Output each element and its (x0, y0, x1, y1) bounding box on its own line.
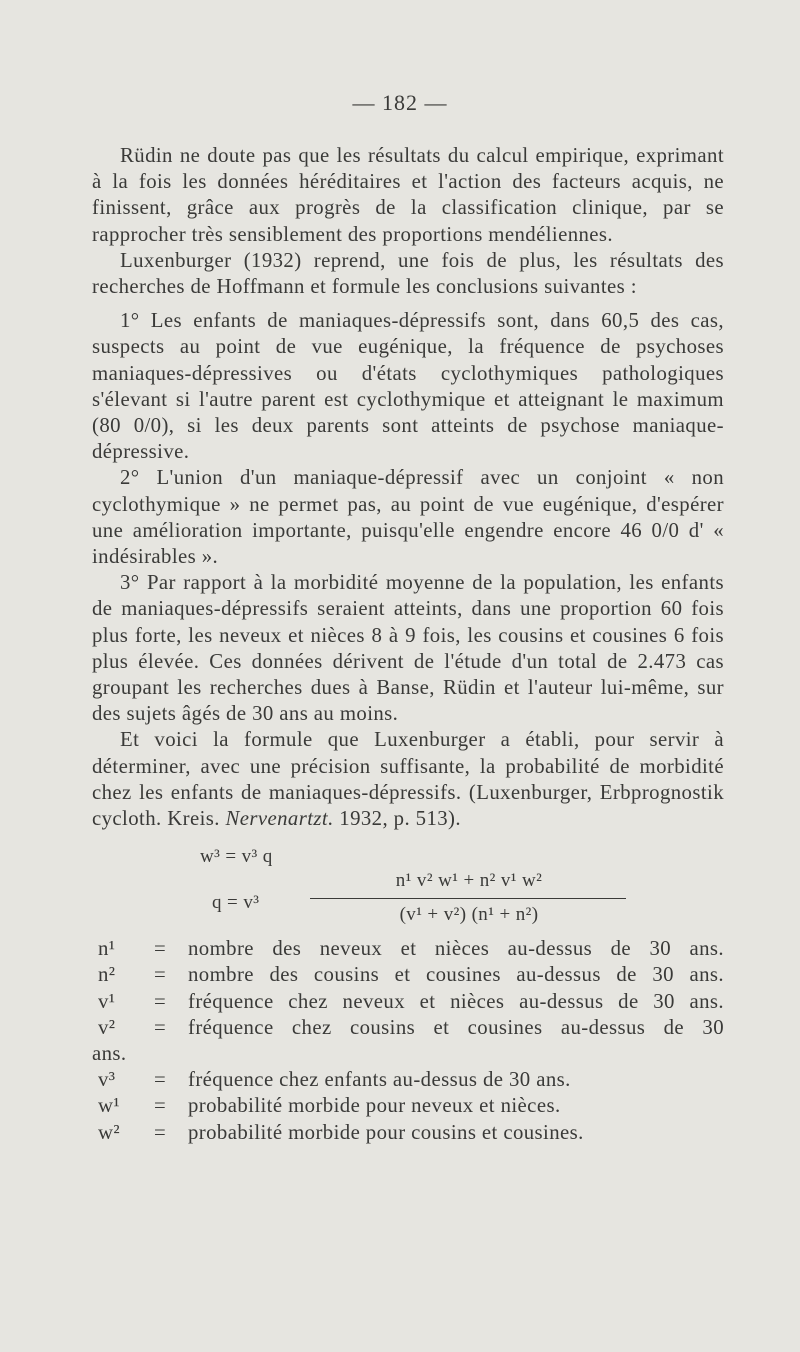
fraction-bar (310, 898, 626, 899)
formula-line-w3: w³ = v³ q (200, 846, 273, 868)
probability-formula (92, 832, 724, 932)
definition-equals: = (154, 937, 167, 961)
definition-text: fréquence chez neveux et nièces au-dessus de 30 ans. (188, 989, 724, 1013)
definition-symbol: w¹ (98, 1094, 121, 1118)
definition-text: fréquence chez cousins et cousines au-dessus de 30 (188, 1015, 724, 1039)
body-text (92, 143, 724, 1146)
formula-q-label: q = v³ (212, 892, 260, 914)
definition-equals: = (154, 1015, 167, 1039)
definition-text: fréquence chez enfants au-dessus de 30 ans. (188, 1068, 571, 1092)
definition-text: nombre des neveux et nièces au-dessus de 30 ans. (188, 937, 724, 961)
formula-intro-citation: 1932, p. 513). (333, 807, 461, 831)
definition-symbol: v¹ (98, 989, 116, 1013)
paragraph-conclusion-2: 2° L'union d'un maniaque-dépressif avec un conjoint « non cyclothymique » ne permet pas, au point de vue eugénique, d'espérer une amélioration importante, puisqu'elle engendre encore 46 0/0 d' « indésirables ». (92, 466, 724, 569)
definition-equals: = (154, 1068, 167, 1092)
definition-equals: = (154, 989, 167, 1013)
definition-n2 (92, 962, 724, 988)
definition-v2 (92, 1015, 724, 1067)
page-number: — 182 — (352, 90, 448, 115)
definition-symbol: w² (98, 1120, 121, 1144)
definition-symbol: v² (98, 1015, 116, 1039)
paragraph-luxenburger: Luxenburger (1932) reprend, une fois de plus, les résultats des recherches de Hoffmann et formule les conclusions suivantes : (92, 248, 724, 299)
definition-v1 (92, 989, 724, 1015)
definition-symbol: n¹ (98, 937, 116, 961)
definition-w1 (92, 1093, 724, 1119)
definition-symbol: v³ (98, 1068, 116, 1092)
paragraph-conclusion-1: 1° Les enfants de maniaques-dépressifs sont, dans 60,5 des cas, suspects au point de vue eugénique, la fréquence de psychoses maniaques-dépressives ou d'états cyclothymiques pathologiques s'élevant si l'autre parent est cyclothymique et atteignant le maximum (80 0/0), si les deux parents sont atteints de psychose maniaque-dépressive. (92, 309, 724, 464)
journal-title: Nervenartzt. (225, 807, 334, 831)
definition-n1 (92, 936, 724, 962)
paragraph-conclusion-3: 3° Par rapport à la morbidité moyenne de la population, les enfants de maniaques-dépressifs seraient atteints, dans une proportion 60 fois plus forte, les neveux et nièces 8 à 9 fois, les cousins et cousines 6 fois plus élevée. Ces données dérivent de l'étude d'un total de 2.473 cas groupant les recherches dues à Banse, Rüdin et l'auteur lui-même, sur des sujets âgés de 30 ans au moins. (92, 571, 724, 726)
definition-continuation: ans. (92, 1042, 127, 1066)
definition-equals: = (154, 1094, 167, 1118)
formula-intro-text: Et voici la formule que Luxenburger a établi, pour servir à déterminer, avec une précision suffisante, la probabilité de morbidité chez les enfants de maniaques-dépressifs. (Luxenburger, Erbprognostik cycloth. Kreis. (92, 728, 724, 831)
variable-definitions (92, 936, 724, 1146)
paragraph-rudin: Rüdin ne doute pas que les résultats du calcul empirique, exprimant à la fois les données héréditaires et l'action des facteurs acquis, ne finissent, grâce aux progrès de la classification clinique, par se rapprocher très sensiblement des proportions mendéliennes. (92, 144, 724, 246)
definition-text: probabilité morbide pour cousins et cousines. (188, 1120, 584, 1144)
paragraph-formula-intro (92, 727, 724, 832)
definition-text: probabilité morbide pour neveux et nièces. (188, 1094, 561, 1118)
definition-text: nombre des cousins et cousines au-dessus de 30 ans. (188, 963, 724, 987)
formula-denominator: (v¹ + v²) (n¹ + n²) (399, 904, 539, 926)
formula-numerator: n¹ v² w¹ + n² v¹ w² (395, 870, 543, 892)
definition-symbol: n² (98, 963, 116, 987)
definition-equals: = (154, 963, 167, 987)
definition-v3 (92, 1067, 724, 1093)
definition-equals: = (154, 1120, 167, 1144)
definition-w2 (92, 1120, 724, 1146)
